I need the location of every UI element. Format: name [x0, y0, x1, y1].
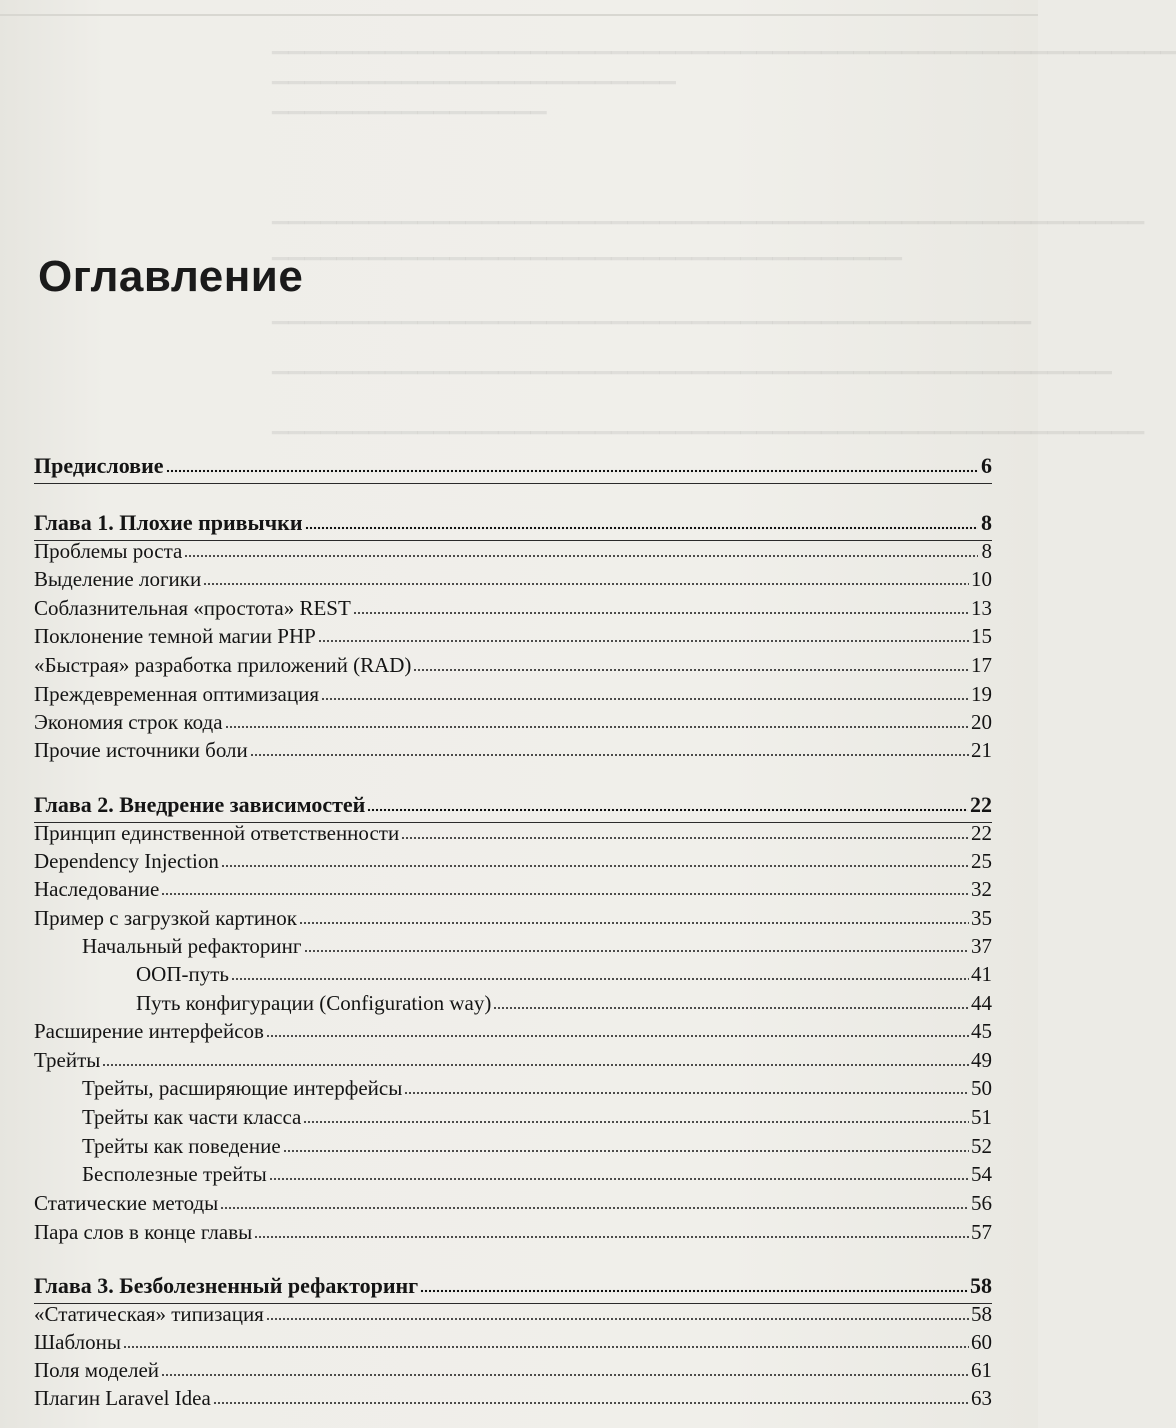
toc-entry-title: Принцип единственной ответственности	[34, 821, 400, 845]
toc-entry-page: 44	[971, 991, 992, 1015]
toc-entry-page: 15	[971, 624, 992, 648]
reverse-side-bleedthrough: ▁▁▁▁▁▁▁▁▁▁▁▁▁▁▁▁▁▁▁▁▁▁▁▁▁▁▁▁▁▁▁▁▁▁▁▁▁▁▁▁▁▁▁▁▁▁▁▁▁▁▁▁▁▁▁▁ ▁▁▁▁▁▁▁▁▁▁▁▁▁▁▁▁▁▁▁▁▁▁▁▁▁ ▁▁▁▁▁▁▁▁▁▁▁▁▁▁▁▁▁ ▁▁▁▁▁▁▁▁▁▁▁▁▁▁▁▁▁▁▁▁▁▁▁▁▁▁▁▁▁▁▁▁▁▁▁▁▁▁▁▁▁▁▁▁▁▁▁▁▁▁▁▁▁▁ ▁▁▁▁▁▁▁▁▁▁▁▁▁▁▁▁▁▁▁▁▁▁▁▁▁▁▁▁▁▁▁▁▁▁▁▁▁▁▁ ▁▁▁▁▁▁▁▁▁▁▁▁▁▁▁▁▁▁▁▁▁▁▁▁▁▁▁▁▁▁▁▁▁▁▁▁▁▁▁▁▁▁▁▁▁▁▁ ▁▁▁▁▁▁▁▁▁▁▁▁▁▁▁▁▁▁▁▁▁▁▁▁▁▁▁▁▁▁▁▁▁▁▁▁▁▁▁▁▁▁▁▁▁▁▁▁▁▁▁▁ ▁▁▁▁▁▁▁▁▁▁▁▁▁▁▁▁▁▁▁▁▁▁▁▁▁▁▁▁▁▁▁▁▁▁▁▁▁▁▁▁▁▁▁▁▁▁▁▁▁▁▁▁▁▁	[272, 30, 1176, 434]
toc-entry	[34, 565, 992, 593]
toc-entry	[34, 680, 992, 708]
toc-entry	[34, 847, 992, 875]
toc-entry-title: «Быстрая» разработка приложений (RAD)	[34, 653, 412, 677]
toc-entry-title: Трейты	[34, 1048, 101, 1072]
toc-chapter-entry	[34, 791, 992, 819]
toc-entry-page: 22	[970, 792, 992, 817]
toc-entry	[34, 736, 992, 764]
dot-leader	[254, 1235, 969, 1239]
toc-entry	[34, 960, 992, 988]
toc-entry-title: Dependency Injection	[34, 849, 219, 873]
toc-entry-title: Пара слов в конце главы	[34, 1220, 253, 1244]
toc-entry-page: 41	[971, 962, 992, 986]
toc-entry-page: 22	[971, 821, 992, 845]
page-top-edge	[0, 14, 1038, 16]
toc-entry-page: 6	[981, 453, 992, 478]
toc-entry-page: 10	[971, 567, 992, 591]
toc-entry-page: 17	[971, 653, 992, 677]
toc-entry	[34, 1103, 992, 1131]
dot-leader	[266, 1034, 969, 1038]
dot-leader	[266, 1317, 969, 1321]
dot-leader	[184, 554, 978, 558]
toc-entry-title: Бесполезные трейты	[82, 1162, 267, 1186]
dot-leader	[305, 526, 979, 530]
toc-entry-title: Трейты как части класса	[82, 1105, 302, 1129]
toc-entry-page: 8	[981, 539, 992, 563]
dot-leader	[420, 1289, 968, 1293]
dot-leader	[231, 977, 969, 981]
dot-leader	[161, 892, 969, 896]
dot-leader	[123, 1345, 969, 1349]
toc-entry-title: Поклонение темной магии PHP	[34, 624, 316, 648]
toc-entry-page: 60	[971, 1330, 992, 1354]
toc-entry	[34, 622, 992, 650]
toc-chapter-entry	[34, 509, 992, 537]
toc-entry-title: Преждевременная оптимизация	[34, 682, 319, 706]
toc-entry-title: Расширение интерфейсов	[34, 1019, 264, 1043]
dot-leader	[221, 864, 969, 868]
page-title: Оглавление	[38, 252, 304, 301]
toc-entry	[34, 819, 992, 847]
dot-leader	[401, 836, 969, 840]
toc-entry-title: Статические методы	[34, 1191, 219, 1215]
toc-entry-title: Трейты как поведение	[82, 1134, 281, 1158]
toc-entry-title: Плагин Laravel Idea	[34, 1386, 211, 1410]
toc-entry	[34, 1384, 992, 1412]
dot-leader	[321, 697, 969, 701]
toc-entry-title: Глава 2. Внедрение зависимостей	[34, 792, 366, 817]
dot-leader	[166, 469, 978, 473]
dot-leader	[367, 808, 968, 812]
dot-leader	[225, 725, 969, 729]
toc-entry-page: 32	[971, 877, 992, 901]
toc-entry-title: Выделение логики	[34, 567, 202, 591]
toc-entry	[34, 875, 992, 903]
toc-entry-title: Прочие источники боли	[34, 738, 248, 762]
toc-entry-title: Путь конфигурации (Configuration way)	[136, 991, 492, 1015]
toc-entry-title: Предисловие	[34, 453, 164, 478]
toc-entry	[34, 1017, 992, 1045]
toc-entry	[34, 1218, 992, 1246]
toc-entry-page: 58	[971, 1302, 992, 1326]
dot-leader	[299, 921, 969, 925]
toc-entry-page: 49	[971, 1048, 992, 1072]
dot-leader	[269, 1177, 969, 1181]
toc-chapter-entry	[34, 452, 992, 480]
toc-entry	[34, 1074, 992, 1102]
toc-entry	[34, 1046, 992, 1074]
toc-entry-page: 56	[971, 1191, 992, 1215]
dot-leader	[161, 1373, 969, 1377]
toc-entry-page: 37	[971, 934, 992, 958]
toc-entry	[34, 1356, 992, 1384]
toc-entry-page: 51	[971, 1105, 992, 1129]
toc-entry	[34, 1300, 992, 1328]
toc-entry	[34, 989, 992, 1017]
dot-leader	[413, 668, 969, 672]
dot-leader	[283, 1149, 969, 1153]
toc-entry-title: Пример с загрузкой картинок	[34, 906, 297, 930]
toc-entry	[34, 651, 992, 679]
toc-entry-title: Глава 1. Плохие привычки	[34, 510, 303, 535]
toc-entry-page: 61	[971, 1358, 992, 1382]
toc-entry-page: 58	[970, 1273, 992, 1298]
toc-entry	[34, 537, 992, 565]
toc-entry	[34, 1189, 992, 1217]
toc-entry-page: 13	[971, 596, 992, 620]
toc-entry-page: 45	[971, 1019, 992, 1043]
dot-leader	[220, 1206, 969, 1210]
toc-entry-page: 20	[971, 710, 992, 734]
dot-leader	[303, 1120, 969, 1124]
toc-entry-page: 8	[981, 510, 992, 535]
toc-chapter-entry	[34, 1272, 992, 1300]
toc-entry-title: ООП-путь	[136, 962, 229, 986]
toc-entry	[34, 1328, 992, 1356]
dot-leader	[353, 611, 969, 615]
dot-leader	[493, 1006, 969, 1010]
toc-entry-page: 63	[971, 1386, 992, 1410]
section-separator	[34, 483, 992, 484]
toc-entry-page: 21	[971, 738, 992, 762]
dot-leader	[102, 1063, 969, 1067]
dot-leader	[203, 582, 969, 586]
toc-entry-page: 35	[971, 906, 992, 930]
toc-entry	[34, 1132, 992, 1160]
toc-entry-title: Поля моделей	[34, 1358, 160, 1382]
dot-leader	[213, 1401, 969, 1405]
toc-entry	[34, 932, 992, 960]
dot-leader	[318, 639, 969, 643]
toc-entry	[34, 708, 992, 736]
toc-entry	[34, 904, 992, 932]
toc-entry-title: Глава 3. Безболезненный рефакторинг	[34, 1273, 419, 1298]
toc-entry-page: 25	[971, 849, 992, 873]
toc-entry-page: 19	[971, 682, 992, 706]
toc-entry-page: 52	[971, 1134, 992, 1158]
toc-entry-title: Проблемы роста	[34, 539, 183, 563]
toc-entry-title: Наследование	[34, 877, 160, 901]
toc-entry-title: Шаблоны	[34, 1330, 121, 1354]
toc-entry	[34, 594, 992, 622]
dot-leader	[404, 1091, 969, 1095]
toc-entry-title: «Статическая» типизация	[34, 1302, 264, 1326]
toc-entry	[34, 1160, 992, 1188]
toc-entry-page: 50	[971, 1076, 992, 1100]
toc-entry-page: 57	[971, 1220, 992, 1244]
dot-leader	[304, 949, 969, 953]
dot-leader	[250, 753, 969, 757]
toc-entry-page: 54	[971, 1162, 992, 1186]
toc-entry-title: Начальный рефакторинг	[82, 934, 302, 958]
toc-entry-title: Трейты, расширяющие интерфейсы	[82, 1076, 403, 1100]
toc-entry-title: Экономия строк кода	[34, 710, 223, 734]
toc-entry-title: Соблазнительная «простота» REST	[34, 596, 351, 620]
